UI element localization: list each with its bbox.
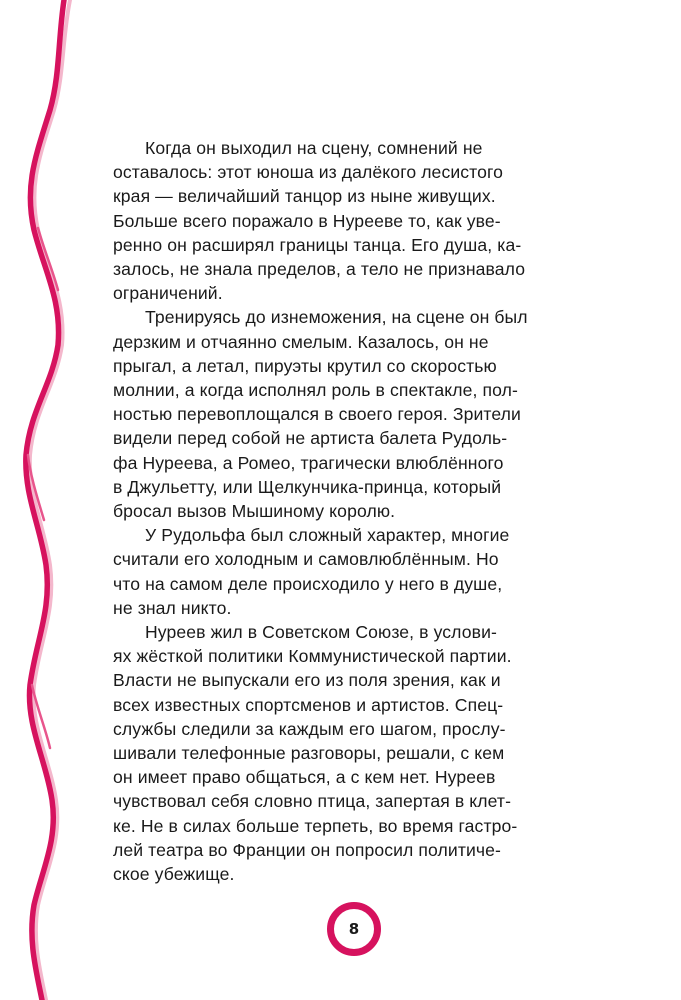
paragraph-4: Нуреев жил в Советском Союзе, в услови- ях жёсткой политики Коммунистической партии. Власти не выпускали его из поля зрения, как и всех известных спортсменов и артистов. Спец- службы следили за каждым его шагом, прослу- шивали телефонные разговоры, решали, с кем он имеет право общаться, а с кем нет. Нуреев чувствовал себя словно птица, запертая в клет- ке. Не в силах больше терпеть, во время гастро- лей театра во Франции он попросил политиче- ское убежище. <box>113 622 518 885</box>
page-number: 8 <box>348 920 360 938</box>
page-number-badge <box>327 902 381 956</box>
decorative-ribbon <box>0 0 120 1000</box>
paragraph-3: У Рудольфа был сложный характер, многие считали его холодным и самовлюблённым. Но что на самом деле происходило у него в душе, не знал никто. <box>113 525 510 618</box>
paragraph-1: Когда он выходил на сцену, сомнений не оставалось: этот юноша из далёкого лесистого края — величайший танцор из ныне живущих. Больше всего поражало в Нурееве то, как уве- ренно он расширял границы танца. Его душа, ка- залось, не знала пределов, а тело не признавало ограничений. <box>113 138 526 304</box>
ribbon-main <box>26 0 64 1000</box>
article-text <box>113 136 591 886</box>
paragraph-2: Тренируясь до изнеможения, на сцене он был дерзким и отчаянно смелым. Казалось, он не прыгал, а летал, пируэты крутил со скоростью молнии, а когда исполнял роль в спектакле, пол- ностью перевоплощался в своего героя. Зрители видели перед собой не артиста балета Рудоль- фа Нуреева, а Ромео, трагически влюблённого в Джульетту, или Щелкунчика-принца, который бросал вызов Мышиному королю. <box>113 307 528 522</box>
